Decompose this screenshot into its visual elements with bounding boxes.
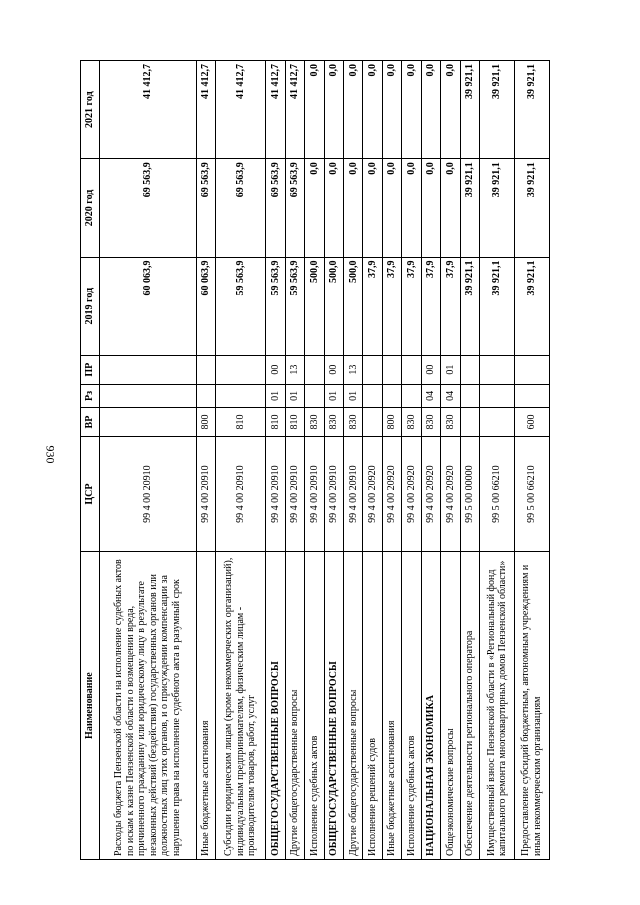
cell-name: Иные бюджетные ассигнования — [196, 552, 215, 860]
cell-vr: 830 — [421, 408, 440, 437]
cell-pr: 00 — [266, 355, 285, 384]
cell-2021: 0,0 — [324, 61, 343, 159]
cell-pr — [363, 355, 382, 384]
cell-pr — [100, 355, 197, 384]
header-pr: ПР — [81, 355, 100, 384]
cell-rz: 04 — [441, 384, 460, 408]
cell-csr: 99 4 00 20910 — [324, 436, 343, 551]
cell-2021: 0,0 — [421, 61, 440, 159]
cell-2021: 0,0 — [382, 61, 401, 159]
cell-csr: 99 4 00 20910 — [266, 436, 285, 551]
cell-vr: 830 — [402, 408, 421, 437]
cell-2019: 39 921,1 — [460, 257, 479, 355]
header-2019: 2019 год — [81, 257, 100, 355]
cell-2020: 0,0 — [305, 159, 324, 257]
table-row — [402, 61, 421, 860]
cell-vr: 800 — [196, 408, 215, 437]
cell-name: Предоставление субсидий бюджетным, автономным учреждениям и иным некоммерческим организациям — [514, 552, 549, 860]
cell-csr: 99 4 00 20910 — [344, 436, 363, 551]
cell-pr — [514, 355, 549, 384]
cell-rz — [196, 384, 215, 408]
cell-csr: 99 4 00 20920 — [402, 436, 421, 551]
cell-2019: 37,9 — [441, 257, 460, 355]
cell-rz — [382, 384, 401, 408]
cell-rz — [100, 384, 197, 408]
cell-rz: 01 — [344, 384, 363, 408]
cell-csr: 99 4 00 20920 — [382, 436, 401, 551]
cell-vr: 810 — [285, 408, 304, 437]
cell-rz — [460, 384, 479, 408]
cell-2019: 59 563,9 — [216, 257, 266, 355]
cell-pr — [305, 355, 324, 384]
table-row — [305, 61, 324, 860]
page-number: 930 — [43, 445, 58, 464]
cell-2021: 0,0 — [363, 61, 382, 159]
cell-2021: 0,0 — [441, 61, 460, 159]
cell-name: Обеспечение деятельности регионального оператора — [460, 552, 479, 860]
cell-vr: 600 — [514, 408, 549, 437]
cell-2019: 37,9 — [363, 257, 382, 355]
cell-name: Другие общегосударственные вопросы — [344, 552, 363, 860]
cell-vr: 830 — [324, 408, 343, 437]
cell-2020: 0,0 — [402, 159, 421, 257]
cell-2020: 69 563,9 — [285, 159, 304, 257]
cell-vr — [480, 408, 515, 437]
header-row — [81, 61, 100, 860]
cell-name: Общеэкономические вопросы — [441, 552, 460, 860]
cell-rz — [363, 384, 382, 408]
cell-2021: 39 921,1 — [514, 61, 549, 159]
cell-2020: 69 563,9 — [100, 159, 197, 257]
cell-name: Субсидии юридическим лицам (кроме некоммерческих организаций), индивидуальным предпринимателям, физическим лицам - производителям товаров, работ, услуг — [216, 552, 266, 860]
cell-2019: 60 063,9 — [100, 257, 197, 355]
cell-pr — [382, 355, 401, 384]
cell-pr: 00 — [421, 355, 440, 384]
cell-csr: 99 5 00 66210 — [480, 436, 515, 551]
cell-2019: 39 921,1 — [514, 257, 549, 355]
cell-rz — [480, 384, 515, 408]
cell-pr: 13 — [344, 355, 363, 384]
cell-name: Имущественный взнос Пензенской области в «Региональный фонд капитального ремонта многоквартирных домов Пензенской области» — [480, 552, 515, 860]
cell-name: Исполнение судебных актов — [305, 552, 324, 860]
table-row — [382, 61, 401, 860]
cell-name: НАЦИОНАЛЬНАЯ ЭКОНОМИКА — [421, 552, 440, 860]
table-header — [81, 61, 100, 860]
cell-pr — [460, 355, 479, 384]
table-row — [363, 61, 382, 860]
cell-csr: 99 4 00 20920 — [441, 436, 460, 551]
cell-2020: 39 921,1 — [460, 159, 479, 257]
cell-2020: 0,0 — [324, 159, 343, 257]
cell-vr: 830 — [441, 408, 460, 437]
cell-2021: 39 921,1 — [480, 61, 515, 159]
cell-csr: 99 4 00 20910 — [285, 436, 304, 551]
cell-2019: 37,9 — [402, 257, 421, 355]
header-2021: 2021 год — [81, 61, 100, 159]
table-row — [480, 61, 515, 860]
table-row — [196, 61, 215, 860]
cell-rz: 01 — [285, 384, 304, 408]
table-row — [460, 61, 479, 860]
cell-name: Другие общегосударственные вопросы — [285, 552, 304, 860]
cell-2021: 0,0 — [344, 61, 363, 159]
table-body — [100, 61, 550, 860]
cell-vr: 830 — [305, 408, 324, 437]
cell-vr: 800 — [382, 408, 401, 437]
cell-2021: 41 412,7 — [285, 61, 304, 159]
header-csr: ЦСР — [81, 436, 100, 551]
cell-csr: 99 5 00 00000 — [460, 436, 479, 551]
cell-name: Иные бюджетные ассигнования — [382, 552, 401, 860]
cell-2019: 500,0 — [344, 257, 363, 355]
table-row — [514, 61, 549, 860]
table-row — [100, 61, 197, 860]
cell-2021: 41 412,7 — [196, 61, 215, 159]
cell-csr: 99 5 00 66210 — [514, 436, 549, 551]
cell-2021: 41 412,7 — [100, 61, 197, 159]
cell-2020: 0,0 — [382, 159, 401, 257]
cell-vr: 810 — [266, 408, 285, 437]
cell-2019: 59 563,9 — [266, 257, 285, 355]
header-name: Наименование — [81, 552, 100, 860]
header-rz: Рз — [81, 384, 100, 408]
cell-2020: 39 921,1 — [514, 159, 549, 257]
cell-rz: 01 — [324, 384, 343, 408]
cell-2020: 69 563,9 — [266, 159, 285, 257]
cell-2021: 39 921,1 — [460, 61, 479, 159]
cell-2019: 39 921,1 — [480, 257, 515, 355]
table-row — [285, 61, 304, 860]
cell-pr — [216, 355, 266, 384]
table-row — [216, 61, 266, 860]
cell-2020: 0,0 — [344, 159, 363, 257]
cell-pr — [196, 355, 215, 384]
cell-2019: 37,9 — [421, 257, 440, 355]
cell-2019: 37,9 — [382, 257, 401, 355]
cell-2020: 69 563,9 — [216, 159, 266, 257]
table-row — [441, 61, 460, 860]
cell-rz — [402, 384, 421, 408]
cell-name: ОБЩЕГОСУДАРСТВЕННЫЕ ВОПРОСЫ — [324, 552, 343, 860]
cell-2021: 0,0 — [305, 61, 324, 159]
cell-rz: 01 — [266, 384, 285, 408]
cell-2020: 0,0 — [421, 159, 440, 257]
cell-2021: 0,0 — [402, 61, 421, 159]
cell-2021: 41 412,7 — [266, 61, 285, 159]
cell-csr: 99 4 00 20910 — [196, 436, 215, 551]
cell-csr: 99 4 00 20910 — [100, 436, 197, 551]
cell-2019: 60 063,9 — [196, 257, 215, 355]
cell-vr — [460, 408, 479, 437]
cell-2019: 59 563,9 — [285, 257, 304, 355]
cell-pr: 00 — [324, 355, 343, 384]
header-vr: ВР — [81, 408, 100, 437]
cell-2020: 0,0 — [363, 159, 382, 257]
cell-rz — [305, 384, 324, 408]
cell-2020: 69 563,9 — [196, 159, 215, 257]
cell-name: Исполнение судебных актов — [402, 552, 421, 860]
cell-2019: 500,0 — [324, 257, 343, 355]
cell-vr — [363, 408, 382, 437]
table-row — [266, 61, 285, 860]
cell-name: ОБЩЕГОСУДАРСТВЕННЫЕ ВОПРОСЫ — [266, 552, 285, 860]
budget-table — [80, 60, 550, 860]
cell-vr — [100, 408, 197, 437]
cell-rz: 04 — [421, 384, 440, 408]
cell-csr: 99 4 00 20920 — [363, 436, 382, 551]
cell-vr: 810 — [216, 408, 266, 437]
table-row — [421, 61, 440, 860]
table-row — [324, 61, 343, 860]
cell-name: Расходы бюджета Пензенской области на исполнение судебных актов по искам к казне Пензенской области о возмещении вреда, причиненного гражданину или юридическому лицу в результате незаконных действий (бездействия) государственных органов или должностных лиц этих органов, и о присуждении компенсации за нарушение права на исполнение судебного акта в разумный срок — [100, 552, 197, 860]
cell-name: Исполнение решений судов — [363, 552, 382, 860]
header-2020: 2020 год — [81, 159, 100, 257]
cell-csr: 99 4 00 20910 — [216, 436, 266, 551]
cell-2019: 500,0 — [305, 257, 324, 355]
cell-csr: 99 4 00 20920 — [421, 436, 440, 551]
cell-2020: 0,0 — [441, 159, 460, 257]
cell-2020: 39 921,1 — [480, 159, 515, 257]
cell-csr: 99 4 00 20910 — [305, 436, 324, 551]
cell-pr — [480, 355, 515, 384]
cell-pr — [402, 355, 421, 384]
cell-pr: 01 — [441, 355, 460, 384]
budget-table-container — [80, 60, 550, 860]
cell-2021: 41 412,7 — [216, 61, 266, 159]
cell-rz — [514, 384, 549, 408]
cell-rz — [216, 384, 266, 408]
cell-vr: 830 — [344, 408, 363, 437]
cell-pr: 13 — [285, 355, 304, 384]
table-row — [344, 61, 363, 860]
